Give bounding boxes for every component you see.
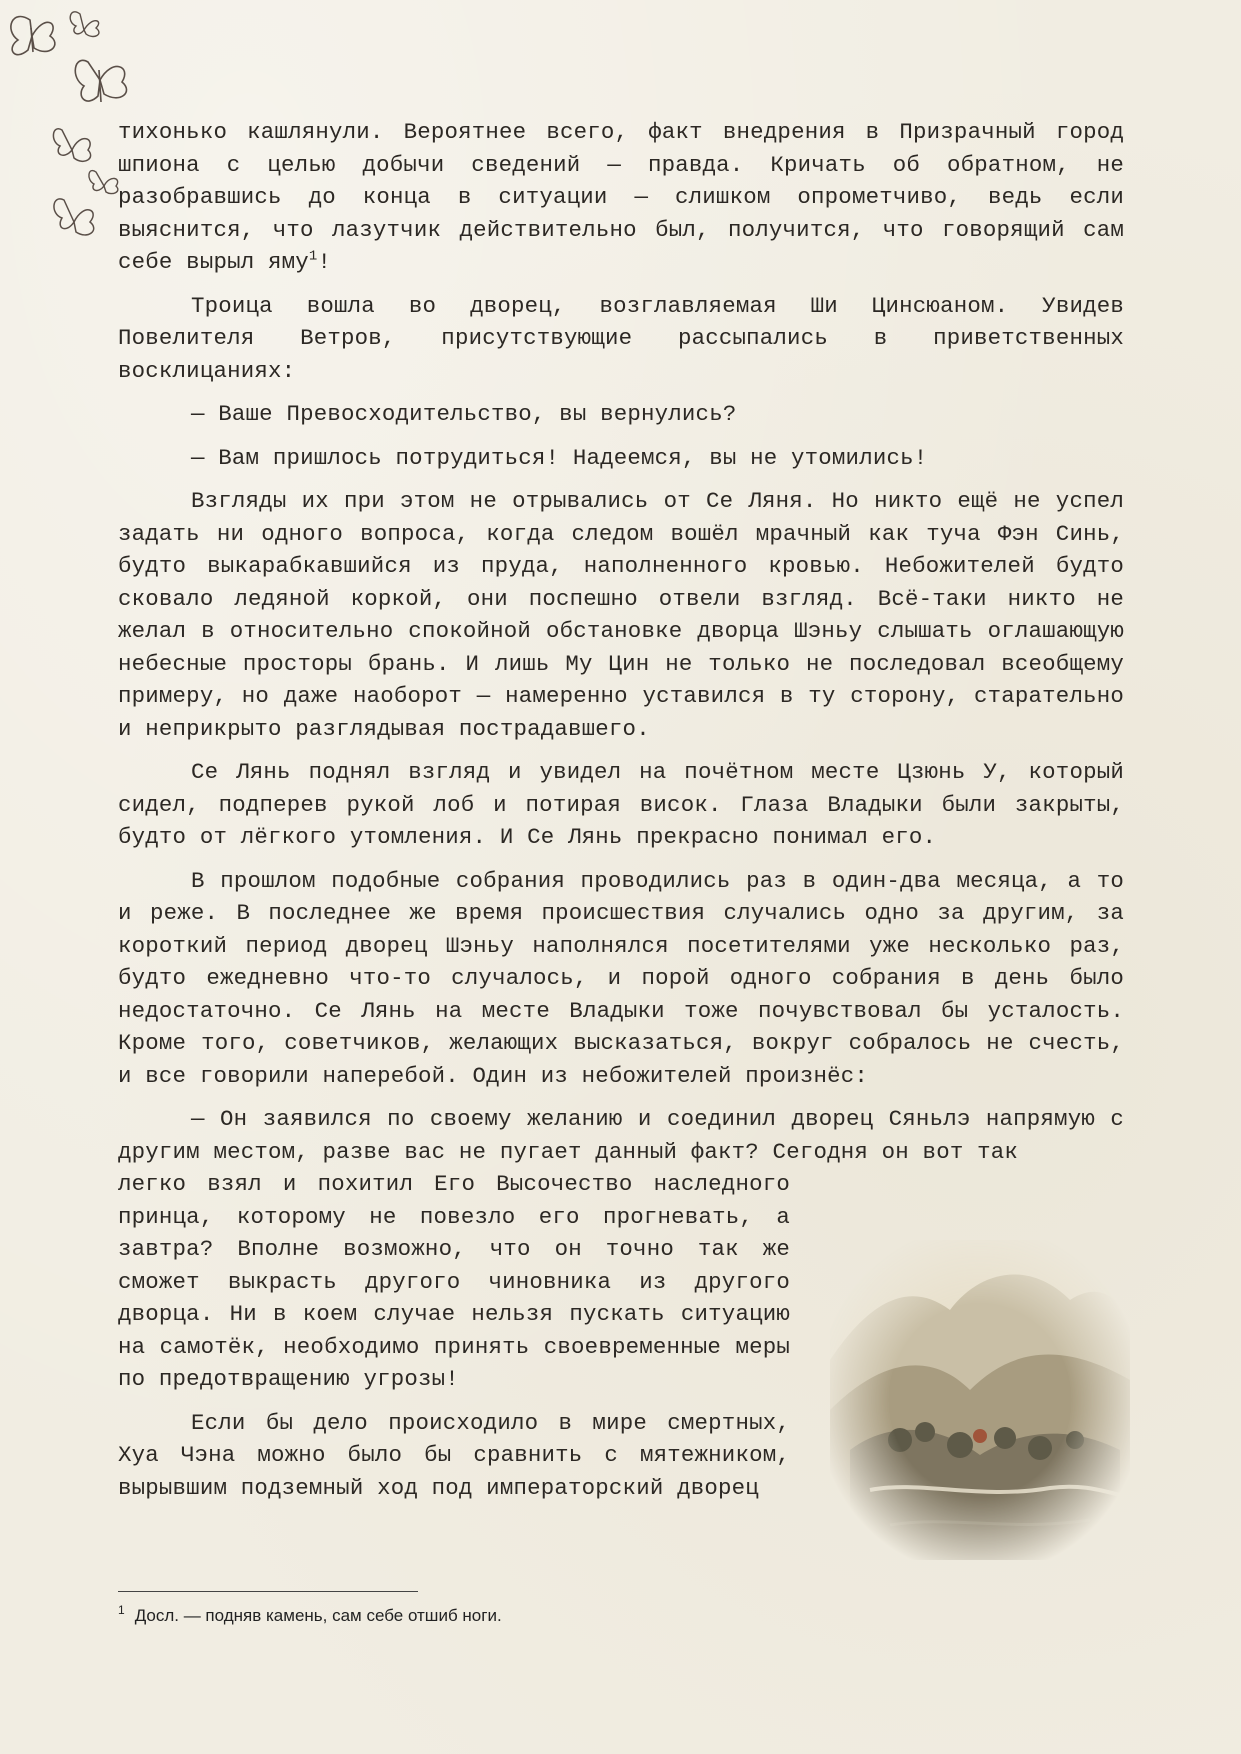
butterfly-icon [11,17,55,55]
butterfly-icon [89,171,118,194]
butterfly-icon [53,129,90,162]
butterfly-icon [75,60,126,102]
dialogue-line: — Вам пришлось потрудиться! Надеемся, вы не утомились! [191,444,928,471]
landscape-painting-image [830,1240,1130,1560]
footnote [118,1603,1018,1626]
footnote-divider [118,1591,418,1592]
dialogue-line-continued: легко взял и похитил Его Высочество наследного принца, которому не повезло его прогневать, а завтра? Вполне возможно, что он точно так же сможет выкрасть другого чиновника из другого дворца. Ни в коем случае нельзя пускать ситуацию на самотёк, необходимо принять своевременные меры по предотвращению угрозы! [118,1171,790,1392]
paragraph: Се Лянь поднял взгляд и увидел на почётном месте Цзюнь У, который сидел, подперев рукой лоб и потирая висок. Глаза Владыки были закрыты, будто от лёгкого утомления. И Се Лянь прекрасно понимал его. [118,759,1124,850]
paragraph [118,116,1124,279]
butterfly-icon [54,199,94,235]
butterfly-icon [70,12,99,37]
paragraph: Троица вошла во дворец, возглавляемая Ши Цинсюаном. Увидев Повелителя Ветров, присутствующие рассыпались в приветственных восклицаниях: [118,292,1124,384]
dialogue-line: — Ваше Превосходительство, вы вернулись? [191,401,737,427]
paragraph: В прошлом подобные собрания проводились раз в один-два месяца, а то и реже. В последнее же время происшествия случались одно за другим, за короткий период дворец Шэньу наполнялся посетителями уже несколько раз, будто ежедневно что-то случалось, и порой одного собрания в день было недостаточно. Се Лянь на месте Владыки тоже почувствовал бы усталость. Кроме того, советчиков, желающих высказаться, вокруг собралось не счесть, и все говорили наперебой. Один из небожителей произнёс: [118,867,1124,1089]
footnote-reference[interactable]: 1 [308,248,318,265]
paragraph-text: ! [317,249,332,275]
paragraph-text: тихонько кашлянули. Вероятнее всего, факт внедрения в Призрачный город шпиона с целью добычи сведений — правда. Кричать об обратном, не разобравшись до конца в ситуации — слишком опрометчиво, ведь если выяснится, что лазутчик действительно был, получится, что говорящий сам себе вырыл яму [118,119,1124,275]
footnote-text: Досл. — подняв камень, сам себе отшиб ноги. [134,1606,502,1625]
dialogue-line: — Он заявился по своему желанию и соединил дворец Сяньлэ напрямую с другим местом, разве вас не пугает данный факт? Сегодня он вот так [118,1106,1124,1165]
paragraph: Взгляды их при этом не отрывались от Се Ляня. Но никто ещё не успел задать ни одного вопроса, когда следом вошёл мрачный как туча Фэн Синь, будто выкарабкавшийся из пруда, наполненного кровью. Небожителей будто сковало ледяной коркой, они поспешно отвели взгляд. Всё-таки никто не желал в относительно спокойной обстановке дворца Шэньу слышать оглашающую небесные просторы брань. И лишь Му Цин не только не последовал всеобщему примеру, но даже наоборот — намеренно уставился в ту сторону, старательно и неприкрыто разглядывая пострадавшего. [118,488,1124,742]
footnote-number: 1 [118,1603,125,1618]
paragraph: Если бы дело происходило в мире смертных, Хуа Чэна можно было бы сравнить с мятежником, вырывшим подземный ход под императорский дворец [118,1409,790,1501]
